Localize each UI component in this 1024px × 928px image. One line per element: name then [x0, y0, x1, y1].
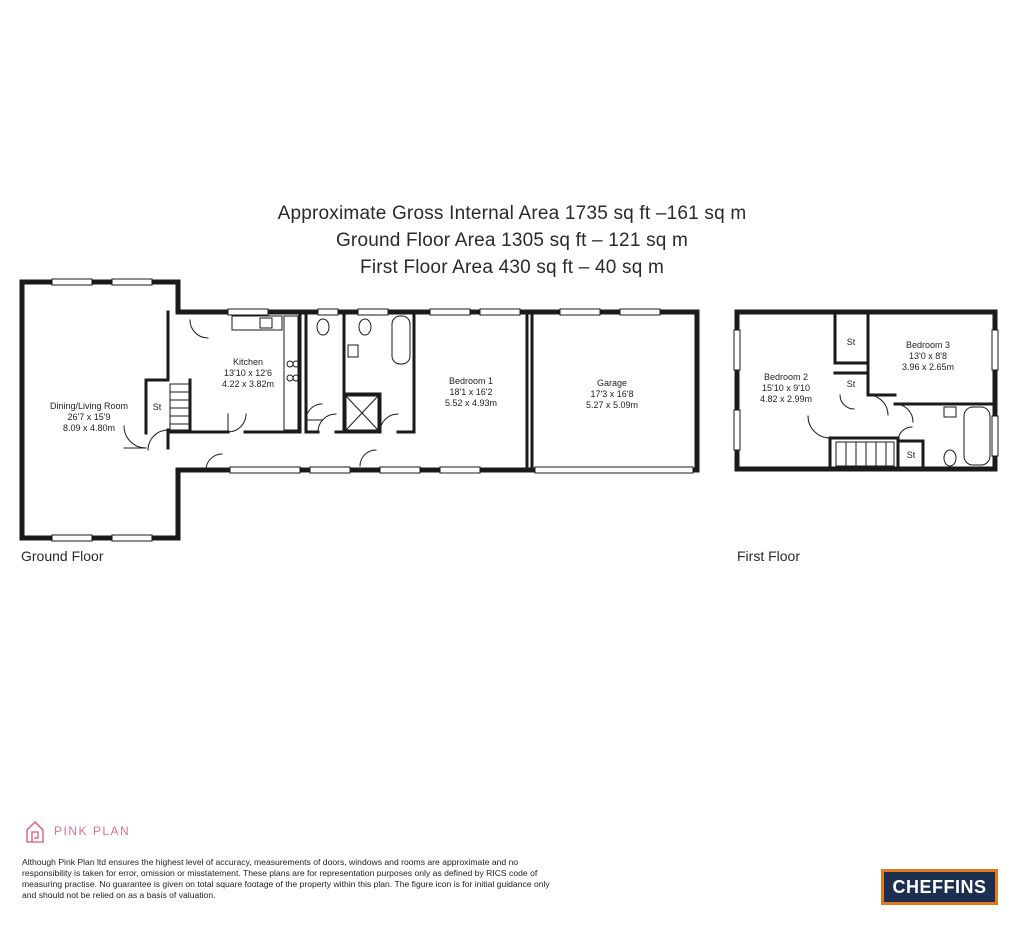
garage-imperial: 17'3 x 16'8 — [590, 389, 634, 399]
dining-room-imperial: 26'7 x 15'9 — [67, 412, 111, 422]
bedroom1-imperial: 18'1 x 16'2 — [449, 387, 493, 397]
bedroom1-name: Bedroom 1 — [448, 376, 494, 386]
dining-room-metric: 8.09 x 4.80m — [62, 423, 116, 433]
first-area-heading: First Floor Area 430 sq ft – 40 sq m — [360, 257, 664, 278]
bedroom3-metric: 3.96 x 2.65m — [901, 362, 955, 372]
pink-plan-brand — [24, 818, 130, 844]
bedroom2-imperial: 15'10 x 9'10 — [762, 383, 810, 393]
dining-room-name: Dining/Living Room — [49, 401, 129, 411]
ground-area-heading: Ground Floor Area 1305 sq ft – 121 sq m — [335, 230, 689, 251]
cheffins-logo: CHEFFINS — [881, 869, 998, 905]
kitchen-metric: 4.22 x 3.82m — [221, 379, 275, 389]
ground-floor-label: Ground Floor — [21, 548, 104, 564]
bedroom2-metric: 4.82 x 2.99m — [759, 394, 813, 404]
store-label: St — [906, 450, 916, 460]
garage-metric: 5.27 x 5.09m — [585, 400, 639, 410]
kitchen-name: Kitchen — [232, 357, 264, 367]
disclaimer-text: Although Pink Plan ltd ensures the highest level of accuracy, measurements of doors, windows and rooms are approximate and no responsibility is taken for error, omission or misstatement. These plans are for representation purposes only as defined by RICS code of measuring practise. No guarantee is given on total square footage of the property within this plan. The figure icon is for initial guidance only and should not be relied on as a basis of valuation. — [22, 857, 550, 900]
garage-name: Garage — [596, 378, 628, 388]
ground-floor-windows — [49, 279, 693, 541]
bedroom2-name: Bedroom 2 — [763, 372, 809, 382]
kitchen-imperial: 13'10 x 12'6 — [224, 368, 272, 378]
bedroom3-name: Bedroom 3 — [905, 340, 951, 350]
first-floor-inner-walls — [830, 312, 995, 469]
store-label: St — [846, 379, 856, 389]
gross-area-heading: Approximate Gross Internal Area 1735 sq ft –161 sq m — [277, 203, 747, 224]
first-floor-doors — [808, 395, 913, 441]
store-label: St — [152, 402, 162, 412]
bedroom3-imperial: 13'0 x 8'8 — [909, 351, 947, 361]
bedroom1-metric: 5.52 x 4.93m — [444, 398, 498, 408]
ground-floor-stairs — [170, 384, 190, 430]
house-logo-icon — [24, 818, 46, 844]
brand-name: PINK PLAN — [54, 824, 131, 838]
first-floor-fixtures — [944, 407, 990, 466]
first-floor-label: First Floor — [737, 548, 800, 564]
store-label: St — [846, 337, 856, 347]
first-floor-stairs — [836, 442, 894, 466]
